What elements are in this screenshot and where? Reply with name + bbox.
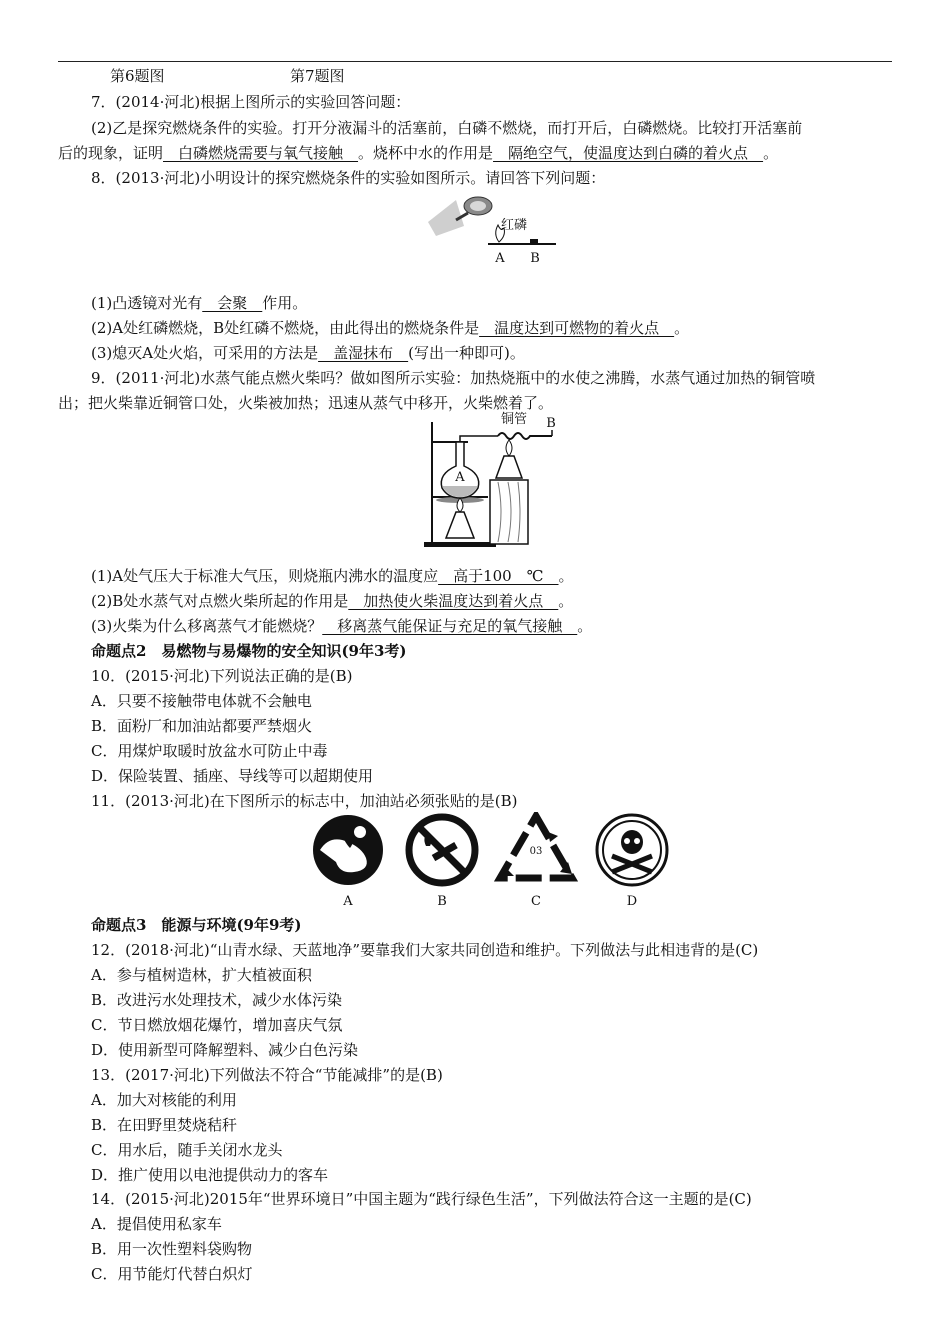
- recycle-code: 03: [529, 846, 543, 857]
- lens-phosphorus-figure: [420, 192, 570, 272]
- sign-a-icon: [313, 815, 383, 885]
- question-10-option-d: D．保险装置、插座、导线等可以超期使用: [91, 767, 374, 785]
- alcohol-lamp-2: [496, 456, 522, 478]
- safety-signs-figure: [310, 812, 690, 912]
- question-7-part2-line2: 后的现象，证明 白磷燃烧需要与氧气接触 。烧杯中水的作用是 隔绝空气，使温度达到白磷的着火点 。: [58, 144, 779, 162]
- steam-experiment-figure: [418, 412, 568, 550]
- sign-d-toxic-icon: [597, 815, 667, 885]
- question-8-stem: 8．(2013·河北)小明设计的探究燃烧条件的实验如图所示。请回答下列问题：: [91, 169, 606, 187]
- answer-blank: 移离蒸气能保证与充足的氧气接触: [322, 617, 578, 635]
- question-9-stem-line1: 9．(2011·河北)水蒸气能点燃火柴吗？做如图所示实验：加热烧瓶中的水使之沸腾，水蒸气通过加热的铜管喷: [91, 369, 816, 387]
- figure-caption-6: 第6题图: [110, 67, 165, 85]
- answer-blank: 隔绝空气，使温度达到白磷的着火点: [493, 144, 764, 162]
- sign-b-no-fire-icon: [409, 817, 475, 883]
- question-10-option-b: B．面粉厂和加油站都要严禁烟火: [91, 717, 313, 735]
- question-8-part3: (3)熄灭A处火焰，可采用的方法是 盖湿抹布 (写出一种即可)。: [91, 344, 525, 362]
- alcohol-lamp-1: [446, 512, 474, 538]
- question-11-stem: 11．(2013·河北)在下图所示的标志中，加油站必须张贴的是(B): [91, 792, 518, 810]
- label-a: A: [455, 470, 465, 485]
- answer-blank: 加热使火柴温度达到着火点: [348, 592, 559, 610]
- question-12-option-d: D．使用新型可降解塑料、减少白色污染: [91, 1041, 359, 1059]
- question-13-option-b: B．在田野里焚烧秸秆: [91, 1116, 238, 1134]
- top-rule: [58, 61, 892, 62]
- answer-blank: 温度达到可燃物的着火点: [479, 319, 675, 337]
- copper-coil: [498, 433, 552, 439]
- flask-water: [442, 486, 478, 497]
- question-14-option-a: A．提倡使用私家车: [91, 1215, 222, 1233]
- question-13-stem: 13．(2017·河北)下列做法不符合“节能减排”的是(B): [91, 1066, 443, 1084]
- question-9-part3: (3)火柴为什么移离蒸气才能燃烧？ 移离蒸气能保证与充足的氧气接触 。: [91, 617, 593, 635]
- red-phosphorus-b: [530, 239, 538, 244]
- label-a: A: [495, 251, 505, 266]
- figure-caption-7: 第7题图: [290, 67, 345, 85]
- question-12-option-a: A．参与植树造林，扩大植被面积: [91, 966, 312, 984]
- question-8-part1: (1)凸透镜对光有 会聚 作用。: [91, 294, 308, 312]
- question-10-option-c: C．用煤炉取暖时放盆水可防止中毒: [91, 742, 328, 760]
- sign-label-d: D: [626, 894, 638, 909]
- sign-label-c: C: [531, 894, 541, 909]
- answer-blank: 盖湿抹布: [318, 344, 409, 362]
- question-7-stem: 7．(2014·河北)根据上图所示的实验回答问题：: [91, 93, 411, 111]
- label-red-phosphorus: 红磷: [500, 218, 527, 233]
- question-13-option-d: D．推广使用以电池提供动力的客车: [91, 1166, 329, 1184]
- flame-icon: [506, 440, 512, 456]
- question-14-option-c: C．用节能灯代替白炽灯: [91, 1265, 253, 1283]
- sign-label-b: B: [437, 894, 447, 909]
- question-7-part2-line1: (2)乙是探究燃烧条件的实验。打开分液漏斗的活塞前，白磷不燃烧，而打开后，白磷燃烧。比较打开活塞前: [91, 119, 803, 137]
- answer-blank: 会聚: [202, 294, 263, 312]
- label-copper-tube: 铜管: [500, 412, 527, 427]
- topic-3-heading: 命题点3 能源与环境(9年9考): [91, 916, 302, 934]
- question-12-stem: 12．(2018·河北)“山青水绿、天蓝地净”要靠我们大家共同创造和维护。下列做法与此相违背的是(C): [91, 941, 759, 959]
- question-9-stem-line2: 出；把火柴靠近铜管口处，火柴被加热；迅速从蒸气中移开，火柴燃着了。: [58, 394, 554, 412]
- question-10-stem: 10．(2015·河北)下列说法正确的是(B): [91, 667, 353, 685]
- question-14-option-b: B．用一次性塑料袋购物: [91, 1240, 253, 1258]
- question-14-stem: 14．(2015·河北)2015年“世界环境日”中国主题为“践行绿色生活”，下列做法符合这一主题的是(C): [91, 1190, 752, 1208]
- question-13-option-c: C．用水后，随手关闭水龙头: [91, 1141, 283, 1159]
- question-9-part2: (2)B处水蒸气对点燃火柴所起的作用是 加热使火柴温度达到着火点 。: [91, 592, 574, 610]
- question-13-option-a: A．加大对核能的利用: [91, 1091, 237, 1109]
- question-8-part2: (2)A处红磷燃烧，B处红磷不燃烧，由此得出的燃烧条件是 温度达到可燃物的着火点 。: [91, 319, 690, 337]
- answer-blank: 高于100 ℃: [438, 567, 559, 585]
- question-9-part1: (1)A处气压大于标准大气压，则烧瓶内沸水的温度应 高于100 ℃ 。: [91, 567, 574, 585]
- question-12-option-c: C．节日燃放烟花爆竹，增加喜庆气氛: [91, 1016, 343, 1034]
- sign-label-a: A: [343, 894, 353, 909]
- question-10-option-a: A．只要不接触带电体就不会触电: [91, 692, 312, 710]
- topic-2-heading: 命题点2 易燃物与易爆物的安全知识(9年3考): [91, 642, 407, 660]
- label-b: B: [530, 251, 540, 266]
- question-12-option-b: B．改进污水处理技术，减少水体污染: [91, 991, 343, 1009]
- answer-blank: 白磷燃烧需要与氧气接触: [163, 144, 359, 162]
- label-b: B: [546, 416, 556, 431]
- stand-base: [424, 542, 496, 547]
